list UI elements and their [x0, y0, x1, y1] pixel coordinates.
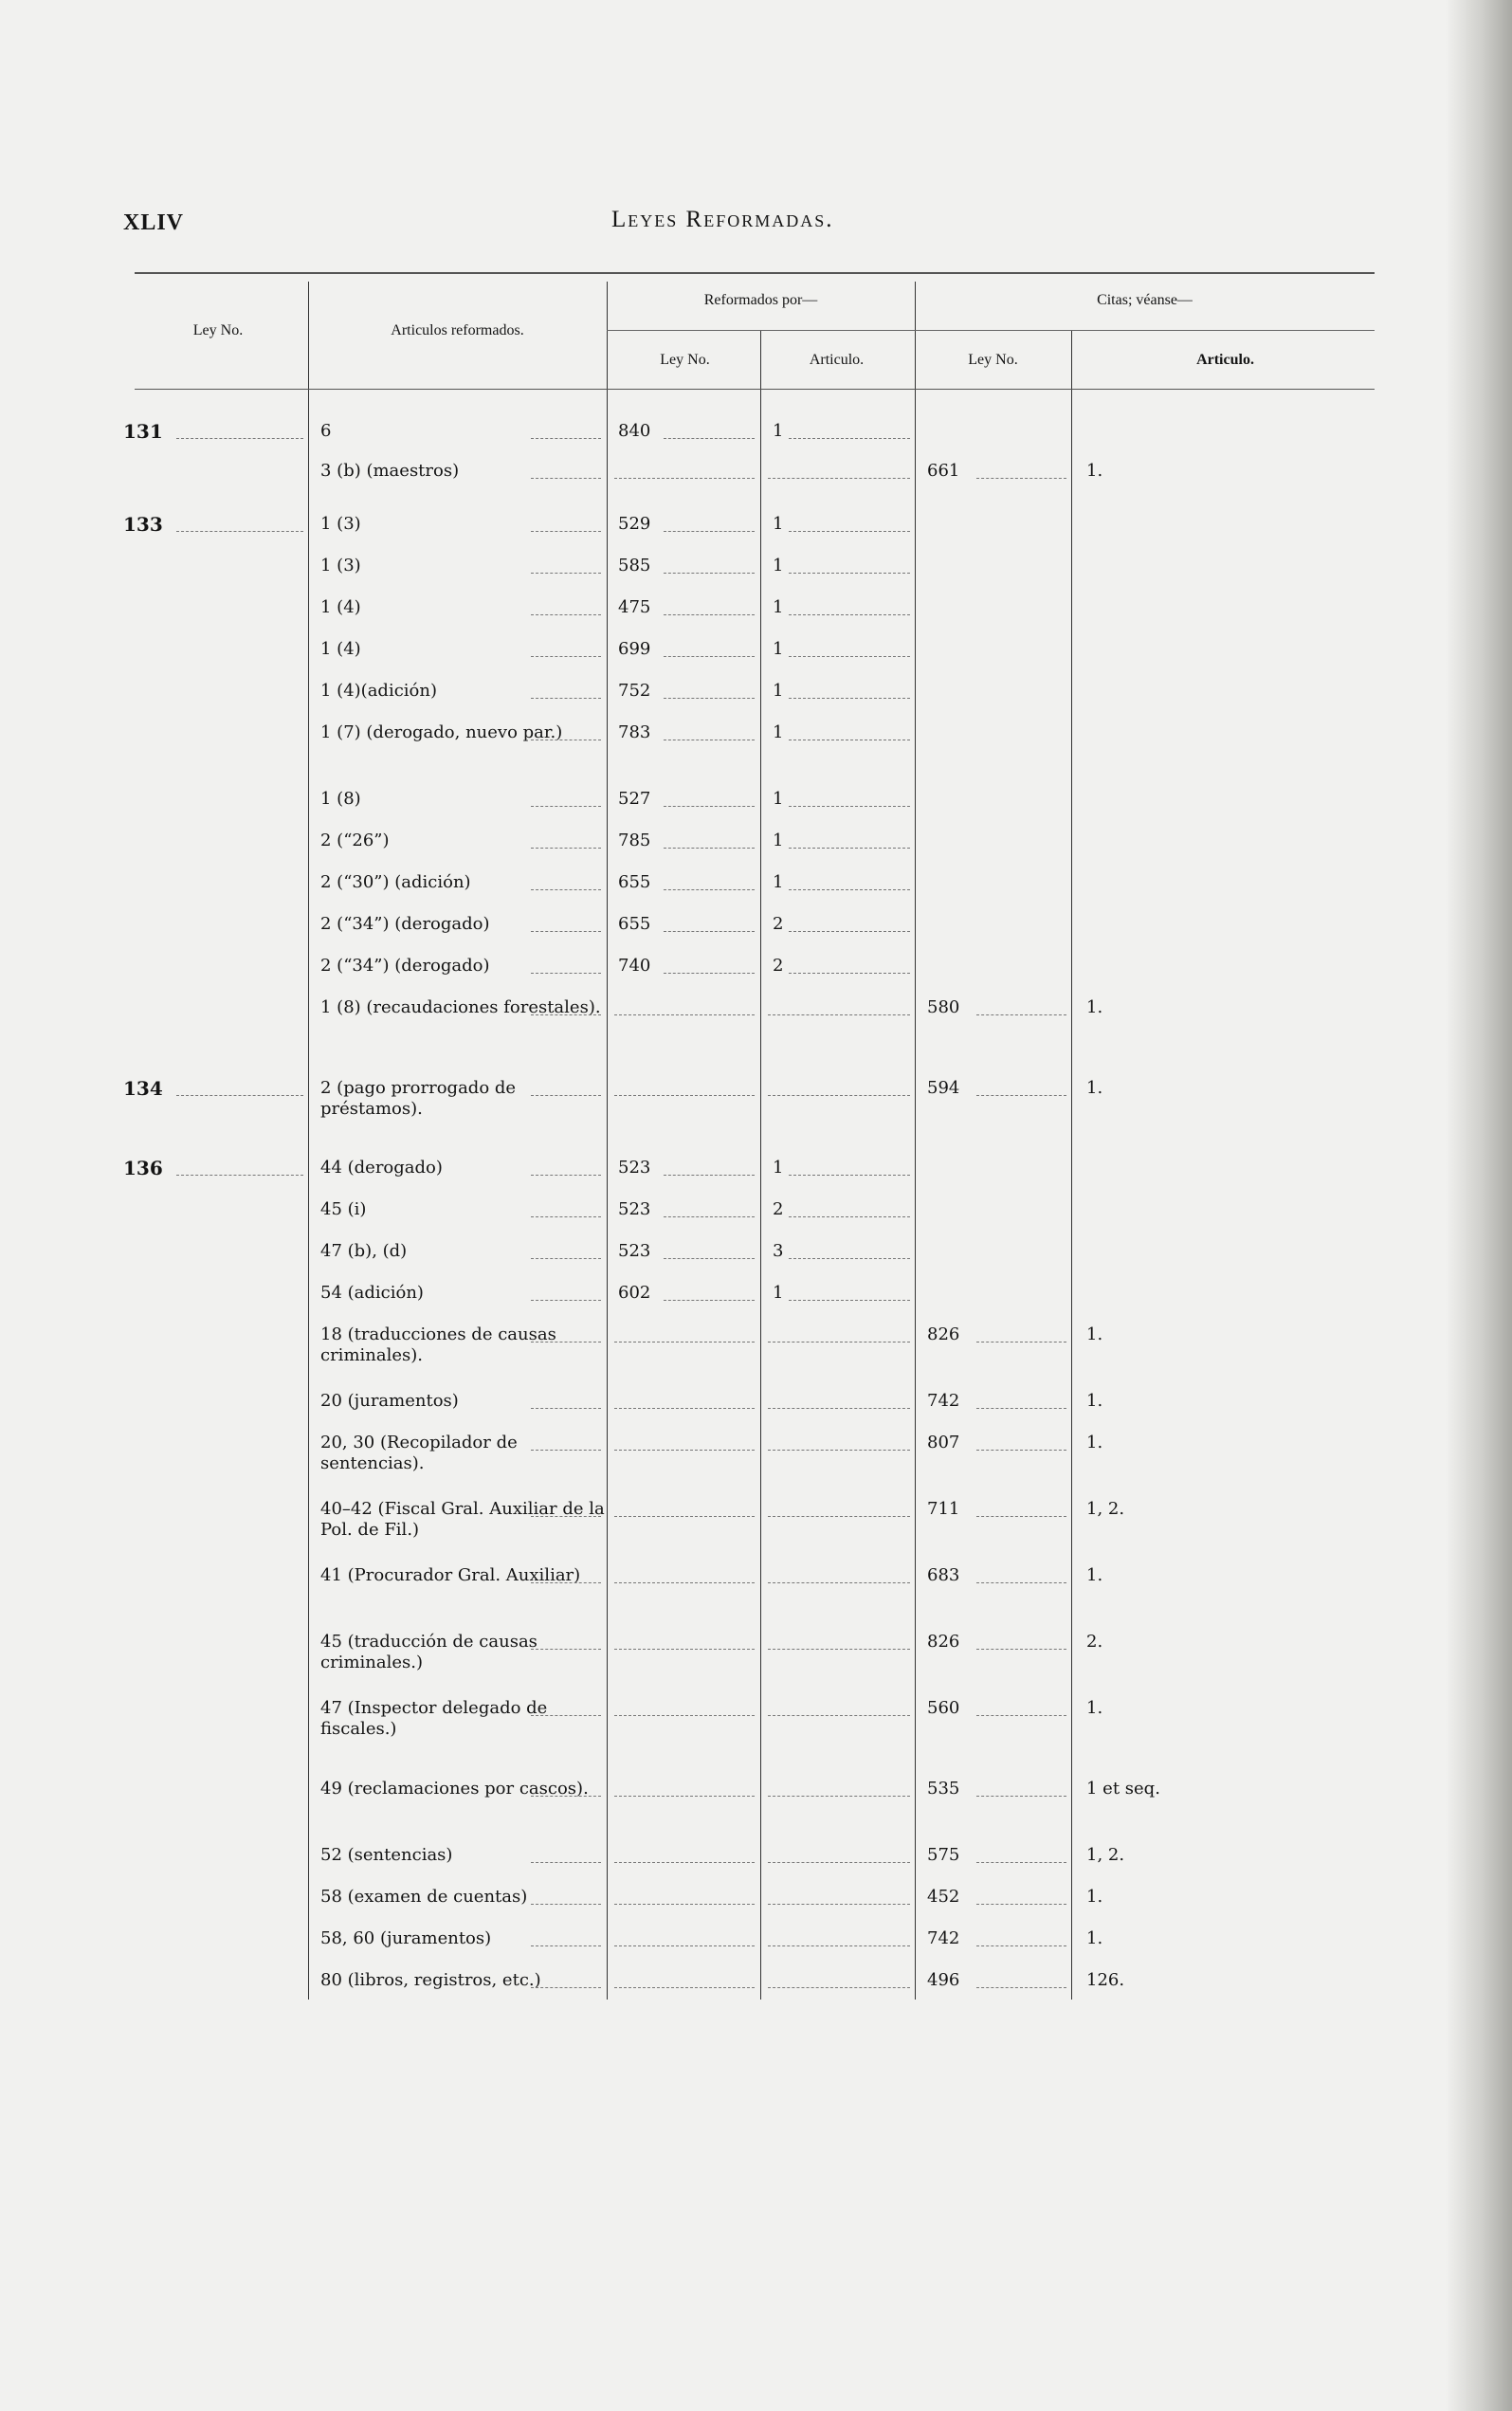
dot-leader: [789, 698, 910, 699]
dot-leader: [531, 1715, 601, 1716]
article-reformed: 2 (“26”): [320, 831, 390, 850]
dot-leader: [614, 1987, 755, 1988]
dot-leader: [976, 1649, 1066, 1650]
citation-law: 661: [927, 461, 960, 481]
col-header-ref-ley-no: Ley No.: [660, 352, 710, 368]
dot-leader: [664, 698, 755, 699]
article-reformed: 1 (7) (derogado, nuevo par.): [320, 722, 563, 742]
citation-law: 580: [927, 997, 960, 1017]
dot-leader: [976, 1945, 1066, 1946]
dot-leader: [531, 1450, 601, 1451]
dot-leader: [531, 806, 601, 807]
article-reformed: 45 (traducción de causas criminales.): [320, 1632, 537, 1672]
dot-leader: [531, 656, 601, 657]
col-header-reformados-por: Reformados por—: [703, 292, 818, 308]
article-reformed: 58, 60 (juramentos): [320, 1928, 492, 1948]
citation-article: 1.: [1086, 1698, 1103, 1718]
dot-leader: [176, 531, 303, 532]
dot-leader: [531, 1258, 601, 1259]
reformed-by-law: 602: [618, 1283, 651, 1303]
dot-leader: [976, 1862, 1066, 1863]
reformed-by-law: 699: [618, 639, 651, 659]
citation-law: 594: [927, 1078, 960, 1098]
dot-leader: [614, 478, 755, 479]
dot-leader: [531, 889, 601, 890]
dot-leader: [664, 973, 755, 974]
reformed-by-article: 1: [773, 1283, 784, 1303]
reformed-by-article: 1: [773, 556, 784, 575]
dot-leader: [614, 1095, 755, 1096]
reformed-by-law: 523: [618, 1241, 651, 1261]
reformed-by-article: 1: [773, 1158, 784, 1178]
reformed-by-law: 523: [618, 1158, 651, 1178]
dot-leader: [664, 614, 755, 615]
table-top-rule: [135, 272, 1375, 274]
reformed-by-article: 1: [773, 514, 784, 534]
dot-leader: [789, 1175, 910, 1176]
column-divider: [915, 282, 916, 2000]
dot-leader: [531, 931, 601, 932]
dot-leader: [531, 1408, 601, 1409]
citation-law: 826: [927, 1632, 960, 1652]
dot-leader: [664, 1216, 755, 1217]
article-reformed: 41 (Procurador Gral. Auxiliar): [320, 1565, 581, 1585]
citation-law: 742: [927, 1928, 960, 1948]
dot-leader: [768, 1862, 910, 1863]
dot-leader: [531, 973, 601, 974]
reformed-by-law: 529: [618, 514, 651, 534]
reformed-by-law: 840: [618, 421, 651, 441]
dot-leader: [789, 1300, 910, 1301]
header-subrule: [607, 330, 1375, 331]
article-reformed: 45 (i): [320, 1199, 367, 1219]
citation-article: 1.: [1086, 1391, 1103, 1411]
reformed-by-article: 2: [773, 914, 784, 934]
dot-leader: [614, 1649, 755, 1650]
article-reformed: 54 (adición): [320, 1283, 424, 1303]
law-number: 133: [123, 513, 163, 536]
article-reformed: 1 (4): [320, 639, 361, 659]
article-reformed: 18 (traducciones de causas criminales).: [320, 1324, 556, 1365]
citation-article: 1, 2.: [1086, 1499, 1125, 1519]
reformed-by-law: 655: [618, 872, 651, 892]
dot-leader: [768, 478, 910, 479]
dot-leader: [664, 1175, 755, 1176]
dot-leader: [614, 1945, 755, 1946]
law-number: 136: [123, 1157, 163, 1179]
citation-law: 807: [927, 1433, 960, 1452]
dot-leader: [789, 806, 910, 807]
article-reformed: 47 (Inspector delegado de fiscales.): [320, 1698, 548, 1739]
article-reformed: 1 (4)(adición): [320, 681, 437, 701]
dot-leader: [176, 1175, 303, 1176]
dot-leader: [614, 1796, 755, 1797]
article-reformed: 40–42 (Fiscal Gral. Auxiliar de la Pol. de Fil.): [320, 1499, 605, 1540]
dot-leader: [531, 1945, 601, 1946]
dot-leader: [976, 478, 1066, 479]
citation-article: 1.: [1086, 1324, 1103, 1344]
dot-leader: [614, 1516, 755, 1517]
article-reformed: 1 (4): [320, 597, 361, 617]
dot-leader: [614, 1715, 755, 1716]
dot-leader: [531, 1649, 601, 1650]
dot-leader: [664, 531, 755, 532]
dot-leader: [664, 931, 755, 932]
dot-leader: [614, 1862, 755, 1863]
dot-leader: [531, 848, 601, 849]
citation-law: 560: [927, 1698, 960, 1718]
citation-article: 1 et seq.: [1086, 1779, 1160, 1799]
article-reformed: 52 (sentencias): [320, 1845, 453, 1865]
reformed-by-article: 2: [773, 956, 784, 976]
citation-article: 2.: [1086, 1632, 1103, 1652]
column-divider: [1071, 330, 1072, 2000]
citation-article: 1.: [1086, 1433, 1103, 1452]
article-reformed: 44 (derogado): [320, 1158, 443, 1178]
dot-leader: [664, 1258, 755, 1259]
article-reformed: 47 (b), (d): [320, 1241, 408, 1261]
col-header-articulos: Articulos reformados.: [391, 322, 524, 338]
dot-leader: [176, 1095, 303, 1096]
article-reformed: 20 (juramentos): [320, 1391, 459, 1411]
reformed-by-article: 1: [773, 597, 784, 617]
reformed-by-law: 527: [618, 789, 651, 809]
dot-leader: [768, 1014, 910, 1015]
reformed-by-law: 655: [618, 914, 651, 934]
reformed-by-article: 1: [773, 681, 784, 701]
dot-leader: [976, 1987, 1066, 1988]
citation-article: 1.: [1086, 461, 1103, 481]
dot-leader: [768, 1450, 910, 1451]
dot-leader: [531, 1987, 601, 1988]
reformed-by-article: 1: [773, 872, 784, 892]
dot-leader: [768, 1904, 910, 1905]
col-header-ref-articulo: Articulo.: [809, 352, 865, 368]
dot-leader: [176, 438, 303, 439]
reformed-by-article: 1: [773, 639, 784, 659]
dot-leader: [664, 848, 755, 849]
dot-leader: [531, 1862, 601, 1863]
dot-leader: [789, 973, 910, 974]
dot-leader: [531, 1095, 601, 1096]
dot-leader: [768, 1715, 910, 1716]
dot-leader: [664, 1300, 755, 1301]
dot-leader: [664, 889, 755, 890]
column-divider: [308, 282, 309, 2000]
citation-article: 1.: [1086, 1928, 1103, 1948]
dot-leader: [531, 1175, 601, 1176]
dot-leader: [789, 531, 910, 532]
dot-leader: [789, 656, 910, 657]
dot-leader: [664, 656, 755, 657]
page-edge-shadow: [1446, 0, 1512, 2411]
article-reformed: 1 (8): [320, 789, 361, 809]
reformed-by-law: 740: [618, 956, 651, 976]
dot-leader: [531, 1516, 601, 1517]
dot-leader: [976, 1582, 1066, 1583]
citation-law: 575: [927, 1845, 960, 1865]
dot-leader: [768, 1516, 910, 1517]
dot-leader: [768, 1095, 910, 1096]
citation-article: 126.: [1086, 1970, 1125, 1990]
dot-leader: [531, 1216, 601, 1217]
article-reformed: 58 (examen de cuentas): [320, 1887, 528, 1907]
dot-leader: [789, 848, 910, 849]
reformed-by-article: 3: [773, 1241, 784, 1261]
col-header-ley-no: Ley No.: [192, 322, 244, 338]
dot-leader: [614, 1904, 755, 1905]
reformed-by-law: 585: [618, 556, 651, 575]
running-head: Leyes Reformadas.: [611, 207, 834, 232]
dot-leader: [976, 1014, 1066, 1015]
dot-leader: [789, 438, 910, 439]
reformed-by-article: 1: [773, 421, 784, 441]
reformed-by-article: 1: [773, 831, 784, 850]
dot-leader: [531, 573, 601, 574]
article-reformed: 20, 30 (Recopilador de sentencias).: [320, 1433, 518, 1473]
law-number: 131: [123, 420, 163, 443]
dot-leader: [614, 1408, 755, 1409]
article-reformed: 2 (“30”) (adición): [320, 872, 471, 892]
dot-leader: [614, 1014, 755, 1015]
reformed-by-law: 475: [618, 597, 651, 617]
reformed-by-law: 785: [618, 831, 651, 850]
citation-law: 826: [927, 1324, 960, 1344]
citation-law: 742: [927, 1391, 960, 1411]
dot-leader: [976, 1796, 1066, 1797]
dot-leader: [531, 698, 601, 699]
dot-leader: [768, 1582, 910, 1583]
dot-leader: [976, 1450, 1066, 1451]
dot-leader: [664, 806, 755, 807]
dot-leader: [789, 889, 910, 890]
dot-leader: [768, 1987, 910, 1988]
reformed-by-law: 523: [618, 1199, 651, 1219]
dot-leader: [768, 1796, 910, 1797]
dot-leader: [789, 1258, 910, 1259]
reformed-by-article: 1: [773, 789, 784, 809]
citation-article: 1.: [1086, 1887, 1103, 1907]
col-header-cit-ley-no: Ley No.: [968, 352, 1018, 368]
dot-leader: [768, 1408, 910, 1409]
citation-law: 711: [927, 1499, 960, 1519]
dot-leader: [531, 1300, 601, 1301]
dot-leader: [789, 573, 910, 574]
citation-law: 535: [927, 1779, 960, 1799]
dot-leader: [768, 1945, 910, 1946]
column-divider: [760, 330, 761, 2000]
citation-law: 452: [927, 1887, 960, 1907]
dot-leader: [531, 1904, 601, 1905]
page-number: XLIV: [123, 210, 185, 235]
dot-leader: [531, 1582, 601, 1583]
dot-leader: [531, 1014, 601, 1015]
dot-leader: [976, 1408, 1066, 1409]
dot-leader: [789, 931, 910, 932]
dot-leader: [531, 438, 601, 439]
dot-leader: [614, 1450, 755, 1451]
dot-leader: [614, 1582, 755, 1583]
dot-leader: [976, 1516, 1066, 1517]
col-header-citas: Citas; véanse—: [1097, 292, 1193, 308]
law-number: 134: [123, 1077, 163, 1100]
article-reformed: 49 (reclamaciones por cascos).: [320, 1779, 589, 1799]
dot-leader: [531, 1796, 601, 1797]
article-reformed: 2 (pago prorrogado de préstamos).: [320, 1078, 517, 1119]
citation-law: 496: [927, 1970, 960, 1990]
reformed-by-article: 1: [773, 722, 784, 742]
article-reformed: 3 (b) (maestros): [320, 461, 460, 481]
reformed-by-law: 783: [618, 722, 651, 742]
article-reformed: 1 (3): [320, 514, 361, 534]
dot-leader: [789, 1216, 910, 1217]
article-reformed: 80 (libros, registros, etc.): [320, 1970, 541, 1990]
dot-leader: [976, 1904, 1066, 1905]
article-reformed: 2 (“34”) (derogado): [320, 914, 490, 934]
citation-article: 1.: [1086, 1078, 1103, 1098]
article-reformed: 1 (3): [320, 556, 361, 575]
column-divider: [607, 282, 608, 2000]
reformed-by-law: 752: [618, 681, 651, 701]
citation-article: 1.: [1086, 997, 1103, 1017]
article-reformed: 6: [320, 421, 332, 441]
table-header-rule: [135, 389, 1375, 390]
dot-leader: [531, 614, 601, 615]
citation-article: 1, 2.: [1086, 1845, 1125, 1865]
citation-article: 1.: [1086, 1565, 1103, 1585]
dot-leader: [976, 1095, 1066, 1096]
article-reformed: 2 (“34”) (derogado): [320, 956, 490, 976]
dot-leader: [664, 438, 755, 439]
dot-leader: [531, 478, 601, 479]
dot-leader: [976, 1715, 1066, 1716]
reformed-by-article: 2: [773, 1199, 784, 1219]
dot-leader: [768, 1649, 910, 1650]
col-header-cit-articulo: Articulo.: [1196, 352, 1254, 368]
article-reformed: 1 (8) (recaudaciones forestales).: [320, 997, 601, 1017]
dot-leader: [664, 573, 755, 574]
citation-law: 683: [927, 1565, 960, 1585]
dot-leader: [789, 614, 910, 615]
dot-leader: [531, 531, 601, 532]
